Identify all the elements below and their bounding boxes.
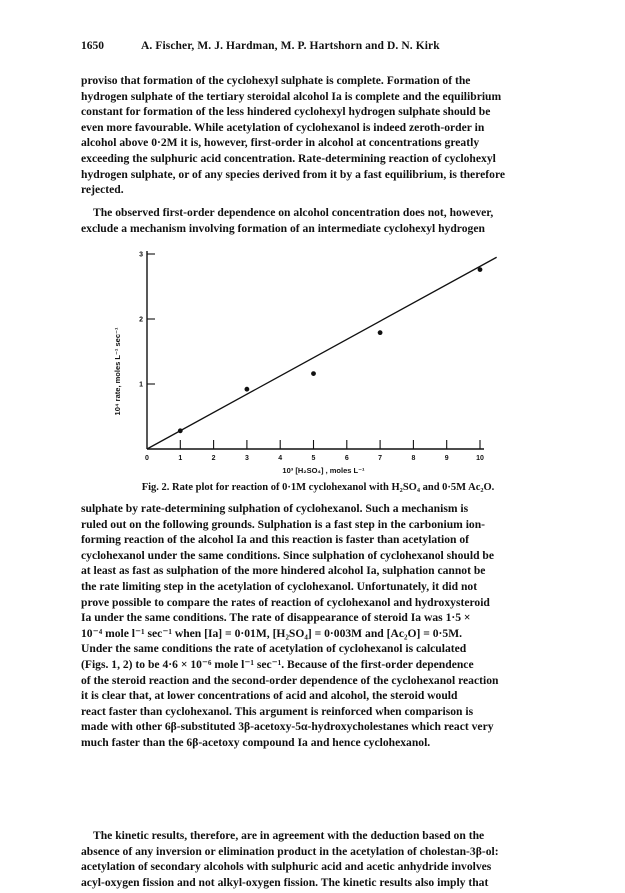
paragraph-1 [81, 73, 555, 198]
running-header [81, 40, 551, 52]
text-line: The observed first-order dependence on alcohol concentration does not, however, [93, 206, 494, 219]
text-line: prove possible to compare the rates of reaction of cyclohexanol and hydroxysteroid [81, 595, 490, 609]
data-point [378, 330, 383, 335]
data-point [478, 267, 483, 272]
text-line: Ia under the same conditions. The rate of disappearance of steroid Ia was 1·5 × [81, 611, 471, 625]
text-line: proviso that formation of the cyclohexyl sulphate is complete. Formation of the [81, 74, 471, 87]
text-line: acyl-oxygen fission and not alkyl-oxygen fission. The kinetic results also imply that [81, 875, 489, 889]
text-line: hydrogen sulphate of the tertiary steroidal alcohol Ia is complete and the equilibrium [81, 89, 502, 103]
paragraph-3 [81, 501, 555, 751]
text-line: the rate limiting step in the acetylation of cyclohexanol. Unfortunately, it did not [81, 579, 478, 593]
data-point [311, 371, 316, 376]
figure-caption: Fig. 2. Rate plot for reaction of 0·1M cyclohexanol with H₂SO₄ and 0·5M Ac₂O. [141, 482, 495, 493]
text-line: at least as fast as sulphation of the more hindered alcohol Ia, sulphation cannot be [81, 564, 486, 578]
data-point [178, 428, 183, 433]
text-line: react faster than cyclohexanol. This argument is reinforced when comparison is [81, 704, 474, 718]
figure-2 [100, 244, 520, 476]
text-line: The kinetic results, therefore, are in agreement with the deduction based on the [93, 829, 485, 842]
x-tick-label: 3 [244, 455, 249, 462]
x-tick-label: 7 [378, 455, 383, 462]
data-point [245, 387, 250, 392]
y-tick-label: 3 [139, 251, 143, 259]
x-tick-label: 2 [211, 455, 216, 462]
fit-line [147, 257, 497, 449]
text-line: even more favourable. While acetylation of cyclohexanol is indeed zeroth-order in [81, 120, 485, 134]
text-line: much faster than the 6β-acetoxy compound Ia and hence cyclohexanol. [81, 735, 431, 749]
text-line: 10⁻⁴ mole l⁻¹ sec⁻¹ when [Ia] = 0·01M, [H₂SO₄] = 0·003M and [Ac₂O] = 0·5M. [81, 626, 463, 640]
text-line: Under the same conditions the rate of acetylation of cyclohexanol is calculated [81, 642, 467, 656]
x-tick-label: 5 [311, 455, 316, 462]
text-line: cyclohexanol under the same conditions. Since sulphation of cyclohexanol should be [81, 548, 495, 562]
text-line: hydrogen sulphate, or of any species derived from it by a fast equilibrium, is therefore [81, 167, 506, 181]
paragraph-4 [81, 828, 555, 890]
text-line: forming reaction of the alcohol Ia and this reaction is faster than acetylation of [81, 533, 470, 547]
text-line: constant for formation of the less hindered cyclohexyl hydrogen sulphate should be [81, 105, 491, 119]
text-line: alcohol above 0·2M it is, however, first-order in alcohol at concentrations greatly [81, 136, 480, 150]
text-line: acetylation of secondary alcohols with sulphuric acid and acetic anhydride involves [81, 860, 492, 874]
x-tick-label: 4 [278, 455, 283, 462]
x-tick-label: 9 [444, 455, 449, 462]
page-number: 1650 [81, 40, 104, 52]
y-tick-label: 2 [139, 316, 143, 324]
y-tick-label: 1 [139, 381, 143, 389]
x-axis-label: 10³ [H₂SO₄] , moles L⁻¹ [282, 466, 365, 475]
x-tick-label: 1 [178, 455, 183, 462]
y-axis-label: 10⁴ rate, moles L⁻¹ sec⁻¹ [113, 327, 122, 416]
x-tick-label: 8 [411, 455, 416, 462]
rate-plot-chart [100, 244, 520, 476]
x-tick-label: 6 [344, 455, 349, 462]
x-tick-label: 0 [145, 455, 149, 462]
text-line: rejected. [81, 183, 124, 197]
text-line: ruled out on the following grounds. Sulphation is a fast step in the carbonium ion- [81, 517, 486, 531]
text-line: sulphate by rate-determining sulphation of cyclohexanol. Such a mechanism is [81, 502, 469, 515]
paragraph-2 [81, 205, 555, 236]
header-authors: A. Fischer, M. J. Hardman, M. P. Hartshorn and D. N. Kirk [141, 40, 440, 52]
text-line: it is clear that, at lower concentrations of acid and alcohol, the steroid would [81, 689, 458, 703]
text-line: (Figs. 1, 2) to be 4·6 × 10⁻⁶ mole l⁻¹ sec⁻¹. Because of the first-order dependence [81, 657, 474, 671]
text-line: exceeding the sulphuric acid concentration. Rate-determining reaction of cyclohexyl [81, 151, 496, 165]
x-tick-label: 10 [476, 455, 484, 462]
text-line: absence of any inversion or elimination product in the acetylation of cholestan-3β-ol: [81, 844, 499, 858]
text-line: exclude a mechanism involving formation of an intermediate cyclohexyl hydrogen [81, 221, 485, 235]
text-line: made with other 6β-substituted 3β-acetoxy-5α-hydroxycholestanes which react very [81, 720, 494, 734]
text-line: of the steroid reaction and the second-order dependence of the cyclohexanol reaction [81, 673, 499, 687]
